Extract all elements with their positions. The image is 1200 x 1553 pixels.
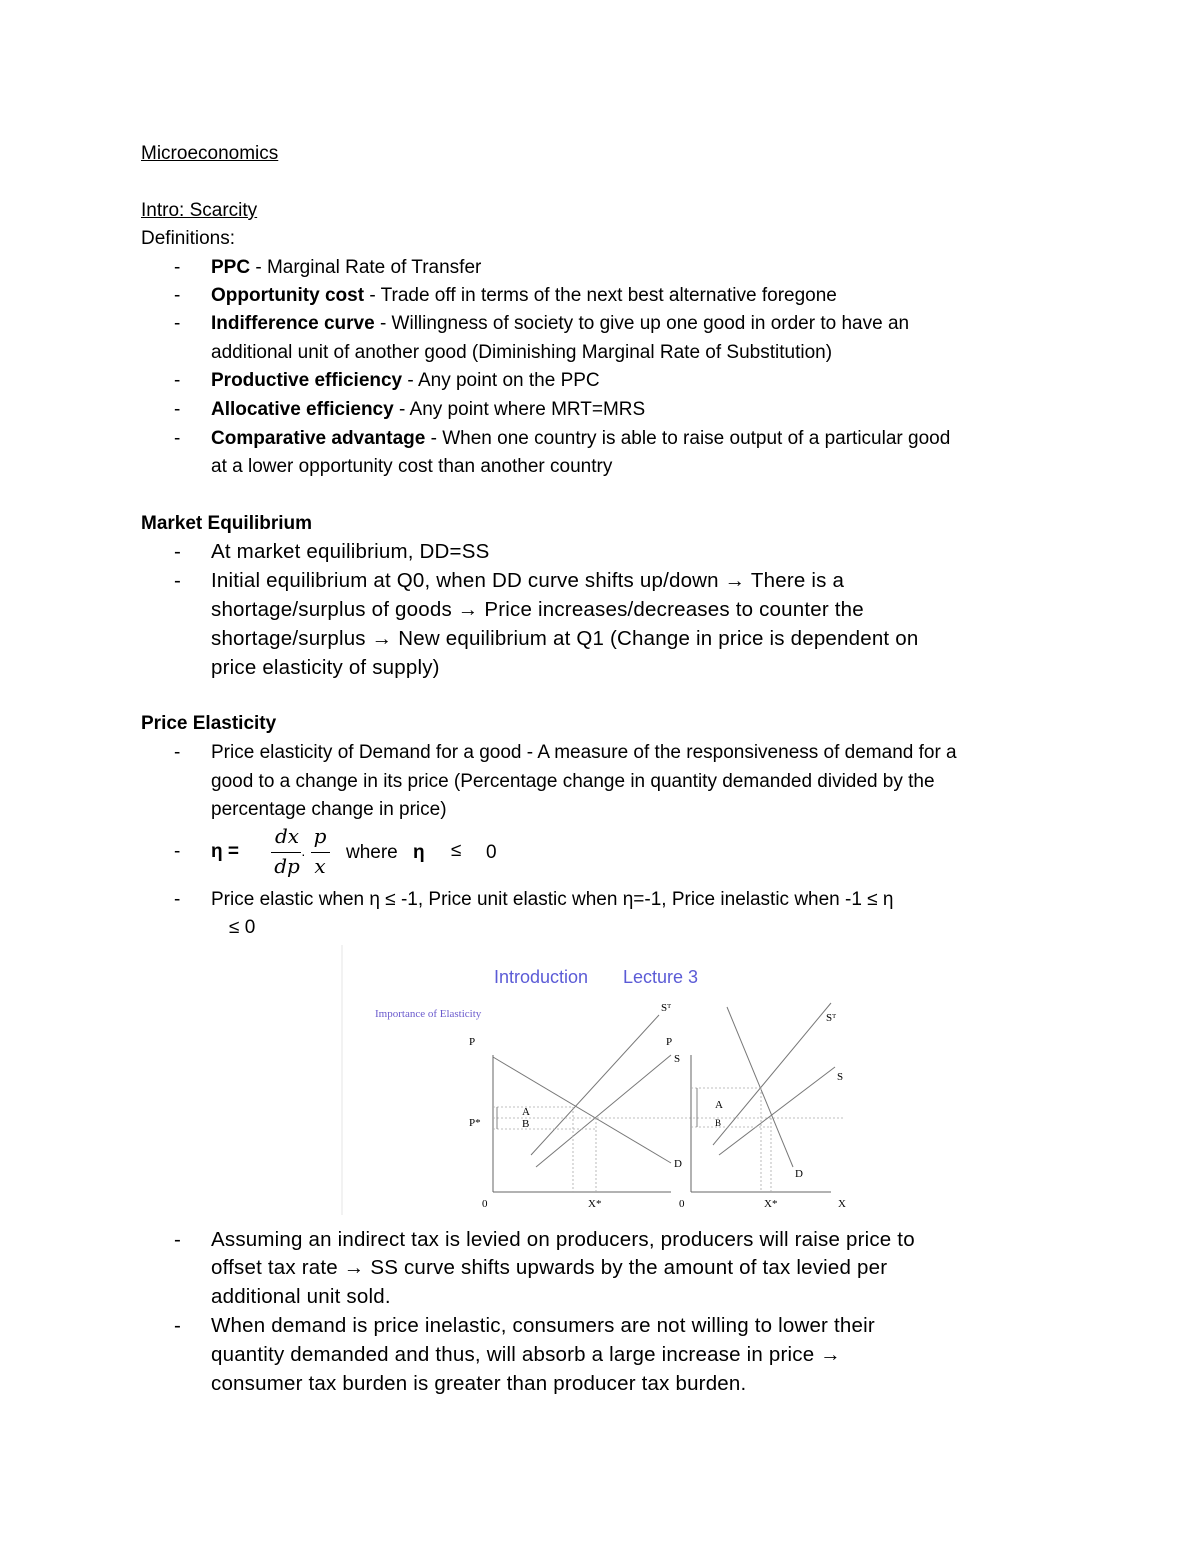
definition-continuation: at a lower opportunity cost than another country (211, 456, 613, 477)
document-page: Microeconomics Intro: Scarcity Definitions: - PPC - Marginal Rate of Transfer - Opportunity cost - Trade off in terms of the next best alternative foregone - Indifference curve - Willingness of society to give up one good in order to have an additional unit of another good (Diminishing Marginal Rate of Substitution) - Productive efficiency - Any point on the PPC - Allocative efficiency - Any point where MRT=MRS - Comparative advantage - When one country is able to raise output of a particular good at a lower opportunity cost than another country Market Equilibrium - At market equilibrium, DD=SS - Initial equilibrium at Q0, when DD curve shifts up/down → There is a shortage/surplus of goods → Price increases/decreases to counter the shortage/surplus → New equilibrium at Q1 (Change in price is dependent on price elasticity of supply) Price Elasticity - Price elasticity of Demand for a good - A measure of the responsiveness of demand for a good to a change in its price (Percentage change in quantity demanded divided by the percentage change in price) - η = dx dp · p x where η ≤ 0 - Price elastic when η ≤ -1, Price unit elastic when η=-1, Price inelastic when -1 ≤ η ≤ 0 Introduction Lecture 3 Importance of Elasticity P P* 0 X* A B Sᵀ S D P 0 X* X A B Sᵀ S D - Assuming an indirect tax is levied on producers, producers will raise price to offset tax rate → SS curve shifts upwards by the amount of tax levied per additional unit sold. - When demand is price inelastic, consumers are not willing to lower their quantity demanded and thus, will absorb a large increase in price → consumer tax burden is greater than producer tax burden. (0, 0, 1200, 1553)
intro-heading: Intro: Scarcity (141, 200, 258, 221)
left-b-label: B (522, 1118, 530, 1130)
elasticity-formula: - η = dx dp · p x where η ≤ 0 (174, 824, 497, 878)
right-b-label: B (715, 1118, 722, 1128)
bullet-continuation: price elasticity of supply) (211, 656, 440, 679)
price-elasticity-heading: Price Elasticity (141, 713, 277, 734)
left-xstar-label: X* (588, 1198, 602, 1210)
right-s-label: S (837, 1071, 844, 1083)
left-demand-curve (493, 1057, 671, 1163)
right-demand-curve (727, 1007, 793, 1167)
document-title: Microeconomics (141, 143, 279, 164)
left-a-label: A (522, 1106, 530, 1118)
figure-title-lecture: Lecture 3 (623, 967, 699, 987)
definition-continuation: additional unit of another good (Diminishing Marginal Rate of Substitution) (211, 342, 833, 363)
bullet-continuation: offset tax rate → SS curve shifts upwards by the amount of tax levied per (211, 1256, 888, 1279)
right-d-label: D (795, 1168, 803, 1180)
bullet-continuation: percentage change in price) (211, 799, 447, 820)
market-equilibrium-heading: Market Equilibrium (141, 513, 313, 534)
left-d-label: D (674, 1158, 682, 1170)
bullet-continuation: quantity demanded and thus, will absorb a large increase in price → (211, 1343, 841, 1366)
bullet-continuation: ≤ 0 (229, 917, 256, 938)
left-st-label: Sᵀ (661, 1002, 672, 1014)
right-x-label: X (838, 1198, 846, 1210)
right-p-label: P (666, 1036, 673, 1048)
right-a-label: A (715, 1099, 723, 1111)
figure-title-introduction: Introduction (494, 967, 589, 987)
left-pstar-label: P* (469, 1117, 481, 1129)
right-supply-tax-curve (713, 1003, 831, 1145)
left-supply-curve (536, 1055, 671, 1167)
bullet-continuation: shortage/surplus → New equilibrium at Q1 (Change in price is dependent on (211, 627, 919, 650)
left-supply-tax-curve (531, 1015, 659, 1155)
left-s-label: S (674, 1053, 681, 1065)
bullet-continuation: additional unit sold. (211, 1285, 391, 1308)
bullet-continuation: good to a change in its price (Percentage change in quantity demanded divided by the (211, 771, 935, 792)
right-xstar-label: X* (764, 1198, 778, 1210)
right-zero-label: 0 (679, 1198, 685, 1210)
elasticity-figure (341, 945, 861, 1215)
left-zero-label: 0 (482, 1198, 488, 1210)
definitions-label: Definitions: (141, 228, 235, 249)
left-p-label: P (469, 1036, 476, 1048)
right-st-label: Sᵀ (826, 1012, 837, 1024)
right-supply-curve (719, 1067, 835, 1155)
bullet-continuation: shortage/surplus of goods → Price increases/decreases to counter the (211, 598, 864, 621)
bullet-continuation: consumer tax burden is greater than producer tax burden. (211, 1372, 747, 1395)
figure-subtitle: Importance of Elasticity (375, 1008, 482, 1020)
